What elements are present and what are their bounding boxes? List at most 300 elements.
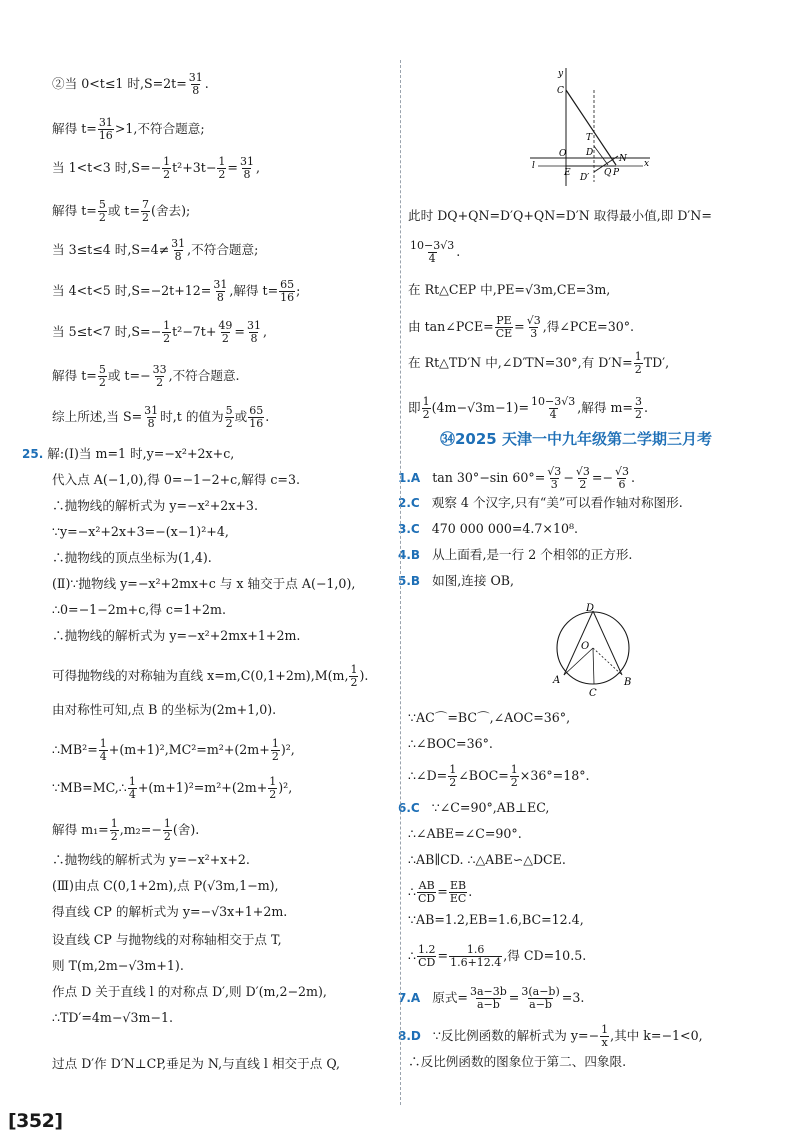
question-number: 1. — [398, 471, 411, 485]
right-line — [408, 315, 634, 340]
right-line — [408, 852, 566, 868]
text-run: = — [508, 990, 520, 1005]
fraction — [448, 764, 457, 789]
fraction — [530, 396, 576, 421]
text-run: ; — [296, 283, 301, 298]
text-run: 当 4<t<5 时,S=−2t+12= — [52, 283, 212, 298]
chord-db — [593, 611, 622, 675]
text-run: 解得 t= — [52, 121, 97, 136]
fraction — [449, 880, 467, 905]
right-line — [398, 1024, 703, 1049]
left-line — [52, 602, 226, 618]
text-run: ②当 0<t≤1 时,S=2t= — [52, 76, 187, 91]
numerator: 33 — [152, 363, 167, 376]
denominator: 2 — [269, 788, 277, 801]
question-number: 2. — [398, 496, 411, 510]
numerator: 3a−3b — [469, 985, 507, 998]
text-run: . — [265, 409, 270, 424]
text-run: 当 5≤t<7 时,S=− — [52, 324, 162, 339]
text-run: ∠BOC= — [458, 768, 509, 783]
numerator: AB — [418, 879, 435, 892]
numerator: 1 — [110, 817, 118, 830]
denominator: 2 — [98, 376, 106, 389]
text-run: (舍去); — [151, 203, 191, 218]
text-run: 由 tan∠PCE= — [408, 319, 494, 334]
fraction — [162, 156, 171, 181]
radius-oa — [564, 648, 593, 675]
fraction — [417, 944, 437, 969]
text-run: , — [262, 324, 267, 339]
left-line — [52, 852, 250, 868]
text-run: (舍). — [172, 822, 200, 837]
numerator: √3 — [614, 465, 629, 478]
denominator: 1.6+12.4 — [450, 956, 502, 969]
fig2-label: O — [581, 641, 590, 652]
fraction — [212, 279, 228, 304]
left-line — [52, 117, 205, 142]
text-run: =− — [591, 470, 613, 485]
left-line — [52, 776, 292, 801]
fig1-label: E — [564, 168, 571, 178]
left-line — [52, 818, 199, 843]
denominator: CD — [418, 892, 436, 905]
text-run: ∴∠BOC=36°. — [408, 736, 493, 751]
text-run: ,不符合题意. — [168, 368, 240, 383]
numerator: 1 — [601, 1023, 609, 1036]
text-run: 解得 t= — [52, 368, 97, 383]
numerator: 1 — [99, 737, 107, 750]
text-run: 即 — [408, 400, 421, 415]
denominator: 4 — [99, 750, 107, 763]
text-run: t²−7t+ — [172, 324, 217, 339]
text-run: ,得 CD=10.5. — [503, 948, 587, 963]
denominator: 2 — [634, 363, 642, 376]
left-line — [52, 904, 287, 920]
text-run: ∴∠ABE=∠C=90°. — [408, 826, 522, 841]
numerator: 1 — [163, 817, 171, 830]
question-number: 7. — [398, 991, 411, 1005]
left-line — [52, 664, 368, 689]
right-line — [408, 396, 648, 421]
text-run: 如图,连接 OB, — [432, 573, 515, 588]
answer-letter: D — [410, 1029, 421, 1043]
denominator: 2 — [142, 211, 150, 224]
circle-figure — [548, 603, 638, 703]
text-run: 观察 4 个汉字,只有“美”可以看作轴对称图形. — [431, 495, 683, 510]
fraction — [634, 396, 643, 421]
text-run: 解得 m₁= — [52, 822, 109, 837]
fig1-label: l — [532, 161, 535, 171]
text-run: 解得 t= — [52, 203, 97, 218]
left-line — [52, 156, 260, 181]
text-run: . — [456, 244, 461, 259]
left-line — [52, 72, 209, 97]
fraction — [248, 405, 264, 430]
denominator: 2 — [350, 676, 358, 689]
right-line — [398, 573, 514, 589]
question-number: 5. — [398, 574, 411, 588]
answer-letter: C — [410, 801, 420, 815]
denominator: a−b — [476, 998, 500, 1011]
numerator: 10−3√3 — [531, 395, 576, 408]
left-line — [52, 984, 327, 1000]
left-line — [52, 364, 240, 389]
text-run: )², — [280, 742, 295, 757]
denominator: 2 — [163, 830, 171, 843]
fig2-label: A — [553, 675, 561, 686]
denominator: 3 — [550, 478, 558, 491]
text-run: . — [468, 884, 473, 899]
text-run: ∴ — [408, 948, 417, 963]
left-line — [52, 320, 267, 345]
fig1-label: D′ — [580, 173, 590, 183]
denominator: 16 — [98, 129, 113, 142]
text-run: 当 3≤t≤4 时,S=4≠ — [52, 242, 170, 257]
text-run: . — [643, 400, 648, 415]
text-run: ∴AB∥CD. ∴△ABE∽△DCE. — [408, 852, 566, 867]
text-run: 原式= — [432, 990, 468, 1005]
numerator: 1 — [422, 395, 430, 408]
left-line — [52, 702, 276, 718]
text-run: = — [437, 884, 448, 899]
text-run: ,解得 m= — [577, 400, 633, 415]
text-run: 当 1<t<3 时,S=− — [52, 160, 162, 175]
fig2-label: C — [589, 688, 597, 699]
denominator: 4 — [549, 408, 557, 421]
numerator: 1 — [634, 350, 642, 363]
right-line — [408, 282, 610, 298]
denominator: 4 — [128, 788, 136, 801]
fraction — [246, 320, 262, 345]
fraction — [526, 315, 542, 340]
numerator: 5 — [98, 363, 106, 376]
numerator: 49 — [218, 319, 233, 332]
right-line — [398, 466, 635, 491]
denominator: 16 — [249, 417, 264, 430]
numerator: 1 — [350, 663, 358, 676]
numerator: 31 — [171, 237, 186, 250]
right-line — [408, 764, 590, 789]
left-line — [52, 1056, 340, 1072]
numerator: 1.6 — [466, 943, 485, 956]
text-run: 代入点 A(−1,0),得 0=−1−2+c,解得 c=3. — [52, 472, 301, 487]
right-line — [398, 547, 632, 563]
fraction — [239, 156, 255, 181]
fraction — [279, 279, 295, 304]
question-number: 25. — [22, 447, 44, 461]
denominator: 2 — [579, 478, 587, 491]
denominator: 8 — [243, 168, 251, 181]
fraction — [510, 764, 519, 789]
fraction — [162, 320, 171, 345]
fraction — [495, 315, 513, 340]
numerator: 31 — [239, 155, 254, 168]
denominator: CD — [418, 956, 436, 969]
fraction — [141, 199, 150, 224]
text-run: ∵y=−x²+2x+3=−(x−1)²+4, — [52, 524, 229, 539]
denominator: 2 — [221, 332, 229, 345]
text-run: 可得抛物线的对称轴为直线 x=m,C(0,1+2m),M(m, — [52, 668, 349, 683]
numerator: 65 — [249, 404, 264, 417]
text-run: (4m−√3m−1)= — [431, 400, 530, 415]
numerator: 31 — [98, 116, 113, 129]
text-run: ∵AB=1.2,EB=1.6,BC=12.4, — [408, 912, 584, 927]
denominator: 2 — [510, 776, 518, 789]
fraction — [217, 320, 233, 345]
fraction — [600, 1024, 609, 1049]
fraction — [98, 199, 107, 224]
text-run: >1,不符合题意; — [114, 121, 205, 136]
text-run: ∵MB=MC,∴ — [52, 780, 127, 795]
fraction — [349, 664, 358, 689]
text-run: 或 t= — [107, 203, 141, 218]
numerator: 3 — [634, 395, 642, 408]
answer-letter: B — [410, 574, 421, 588]
fig1-label: y — [558, 69, 564, 79]
text-run: 在 Rt△CEP 中,PE=√3m,CE=3m, — [408, 282, 611, 297]
denominator: 2 — [163, 168, 171, 181]
text-run: − — [563, 470, 574, 485]
denominator: 8 — [216, 291, 224, 304]
text-run: 解:(Ⅰ)当 m=1 时,y=−x²+2x+c, — [47, 446, 235, 461]
text-run: 由对称性可知,点 B 的坐标为(2m+1,0). — [52, 702, 277, 717]
fig1-label: x — [644, 159, 650, 169]
text-run: tan 30°−sin 60°= — [432, 470, 546, 485]
fig1-label: D — [586, 148, 594, 158]
text-run: +(m+1)²,MC²=m²+(2m+ — [108, 742, 270, 757]
denominator: 6 — [618, 478, 626, 491]
denominator: 2 — [98, 211, 106, 224]
left-line — [52, 498, 258, 514]
denominator: 4 — [428, 252, 436, 265]
denominator: 8 — [147, 417, 155, 430]
right-line — [408, 826, 522, 842]
exam-title: ㉞2025 天津一中九年级第二学期三月考 — [440, 430, 712, 448]
text-run: ∴TD′=4m−√3m−1. — [52, 1010, 173, 1025]
text-run: 从上面看,是一行 2 个相邻的正方形. — [432, 547, 633, 562]
numerator: 1 — [163, 319, 171, 332]
text-run: ∴ — [408, 884, 417, 899]
left-line — [52, 1010, 173, 1026]
text-run: ∴抛物线的解析式为 y=−x²+2x+3. — [52, 498, 258, 513]
fraction — [520, 986, 560, 1011]
fig1-label: T — [586, 133, 593, 143]
answer-letter: B — [410, 548, 421, 562]
text-run: )², — [278, 780, 293, 795]
radius-ob — [593, 648, 622, 675]
left-line — [52, 472, 300, 488]
right-line — [398, 495, 683, 511]
right-line — [398, 800, 549, 816]
text-run: ,其中 k=−1<0, — [610, 1028, 703, 1043]
numerator: √3 — [547, 465, 562, 478]
left-line — [52, 576, 355, 592]
numerator: 1 — [269, 775, 277, 788]
text-run: ∴∠D= — [408, 768, 448, 783]
text-run: ∵AC⌒=BC⌒,∠AOC=36°, — [408, 710, 571, 725]
numerator: 1 — [449, 763, 457, 776]
fraction — [268, 776, 277, 801]
text-run: . — [204, 76, 209, 91]
question-number: 8. — [398, 1029, 411, 1043]
denominator: 2 — [422, 408, 430, 421]
text-run: ∴抛物线的解析式为 y=−x²+x+2. — [52, 852, 250, 867]
question-number: 6. — [398, 801, 411, 815]
text-run: =3. — [561, 990, 585, 1005]
left-line — [52, 878, 279, 894]
fraction — [217, 156, 226, 181]
denominator: 8 — [174, 250, 182, 263]
text-run: ×36°=18°. — [519, 768, 590, 783]
numerator: 1 — [163, 155, 171, 168]
left-line — [52, 405, 269, 430]
denominator: 2 — [218, 168, 226, 181]
right-line — [398, 986, 584, 1011]
denominator: 16 — [280, 291, 295, 304]
fraction — [128, 776, 137, 801]
text-run: (Ⅱ)∵抛物线 y=−x²+2mx+c 与 x 轴交于点 A(−1,0), — [52, 576, 356, 591]
right-line — [408, 351, 669, 376]
fig1-label: N — [619, 154, 627, 164]
right-line — [408, 208, 712, 224]
text-run: = — [234, 324, 245, 339]
text-run: 综上所述,当 S= — [52, 409, 143, 424]
denominator: 8 — [250, 332, 258, 345]
text-run: ∵∠C=90°,AB⊥EC, — [431, 800, 550, 815]
fig1-label: Q — [604, 168, 612, 178]
numerator: 5 — [98, 198, 106, 211]
denominator: EC — [449, 892, 467, 905]
text-run: TD′, — [643, 355, 670, 370]
text-run: ). — [359, 668, 369, 683]
answer-letter: C — [410, 496, 420, 510]
text-run: 在 Rt△TD′N 中,∠D′TN=30°,有 D′N= — [408, 355, 633, 370]
fraction — [634, 351, 643, 376]
text-run: = — [514, 319, 525, 334]
left-line — [22, 446, 234, 462]
text-run: = — [227, 160, 238, 175]
fraction — [163, 818, 172, 843]
question-number: 4. — [398, 548, 411, 562]
fraction — [143, 405, 159, 430]
fraction — [98, 117, 114, 142]
numerator: 65 — [280, 278, 295, 291]
numerator: 1 — [128, 775, 136, 788]
denominator: 3 — [530, 327, 538, 340]
fraction — [110, 818, 119, 843]
right-line — [408, 880, 472, 905]
denominator: 2 — [110, 830, 118, 843]
left-line — [52, 958, 184, 974]
text-run: . — [630, 470, 635, 485]
numerator: 10−3√3 — [410, 239, 455, 252]
text-run: 或 t=− — [107, 368, 151, 383]
fig2-label: B — [624, 677, 632, 688]
text-run: t²+3t− — [172, 160, 217, 175]
left-line — [52, 238, 258, 263]
right-line — [408, 944, 586, 969]
left-line — [52, 279, 300, 304]
text-run: 470 000 000=4.7×10⁸. — [431, 521, 579, 536]
right-line — [398, 521, 578, 537]
fraction — [417, 880, 436, 905]
text-run: ,m₂=− — [119, 822, 162, 837]
fraction — [152, 364, 168, 389]
text-run: 设直线 CP 与抛物线的对称轴相交于点 T, — [52, 932, 282, 947]
fraction — [614, 466, 630, 491]
radius-oc — [593, 648, 594, 684]
fraction — [271, 738, 280, 763]
text-run: 此时 DQ+QN=D′Q+QN=D′N 取得最小值,即 D′N= — [408, 208, 712, 223]
right-line — [408, 710, 570, 726]
page-number: [352] — [8, 1110, 63, 1132]
text-run: 则 T(m,2m−√3m+1). — [52, 958, 184, 973]
denominator: CE — [495, 327, 513, 340]
fraction — [225, 405, 234, 430]
left-line — [52, 738, 295, 763]
denominator: x — [601, 1036, 608, 1049]
right-line — [408, 736, 493, 752]
numerator: 1 — [218, 155, 226, 168]
numerator: 3(a−b) — [521, 985, 560, 998]
numerator: 1.2 — [418, 943, 436, 956]
right-line — [408, 912, 584, 928]
text-run: +(m+1)²=m²+(2m+ — [137, 780, 268, 795]
fraction — [98, 364, 107, 389]
text-run: 或 — [234, 409, 248, 424]
numerator: 1 — [510, 763, 518, 776]
text-run: ∵反比例函数的解析式为 y=− — [432, 1028, 600, 1043]
answer-letter: A — [410, 471, 421, 485]
numerator: 5 — [225, 404, 233, 417]
left-line — [52, 550, 212, 566]
question-number: 3. — [398, 522, 411, 536]
fig2-label: D — [586, 603, 595, 614]
coordinate-figure — [528, 68, 658, 188]
denominator: 2 — [634, 408, 642, 421]
fraction — [170, 238, 186, 263]
text-run: ∴抛物线的顶点坐标为(1,4). — [52, 550, 212, 565]
numerator: √3 — [575, 465, 590, 478]
fig1-label: C — [557, 86, 564, 96]
numerator: PE — [496, 314, 512, 327]
text-run: 时,t 的值为 — [160, 409, 224, 424]
text-run: 得直线 CP 的解析式为 y=−√3x+1+2m. — [52, 904, 288, 919]
denominator: a−b — [529, 998, 552, 1011]
numerator: 7 — [142, 198, 150, 211]
numerator: EB — [449, 879, 467, 892]
numerator: 31 — [246, 319, 261, 332]
text-run: 过点 D′作 D′N⊥CP,垂足为 N,与直线 l 相交于点 Q, — [52, 1056, 341, 1071]
fraction — [575, 466, 591, 491]
left-line — [52, 628, 300, 644]
answer-letter: C — [410, 522, 420, 536]
left-line — [52, 524, 229, 540]
right-line — [408, 1054, 626, 1070]
answer-letter: A — [410, 991, 421, 1005]
text-run: 作点 D 关于直线 l 的对称点 D′,则 D′(m,2−2m), — [52, 984, 327, 999]
numerator: √3 — [526, 314, 541, 327]
numerator: 1 — [271, 737, 279, 750]
fraction — [449, 944, 502, 969]
column-divider — [400, 60, 401, 1105]
numerator: 31 — [188, 71, 203, 84]
denominator: 2 — [156, 376, 164, 389]
denominator: 2 — [271, 750, 279, 763]
text-run: ∴MB²= — [52, 742, 98, 757]
denominator: 2 — [163, 332, 171, 345]
fraction — [188, 72, 204, 97]
